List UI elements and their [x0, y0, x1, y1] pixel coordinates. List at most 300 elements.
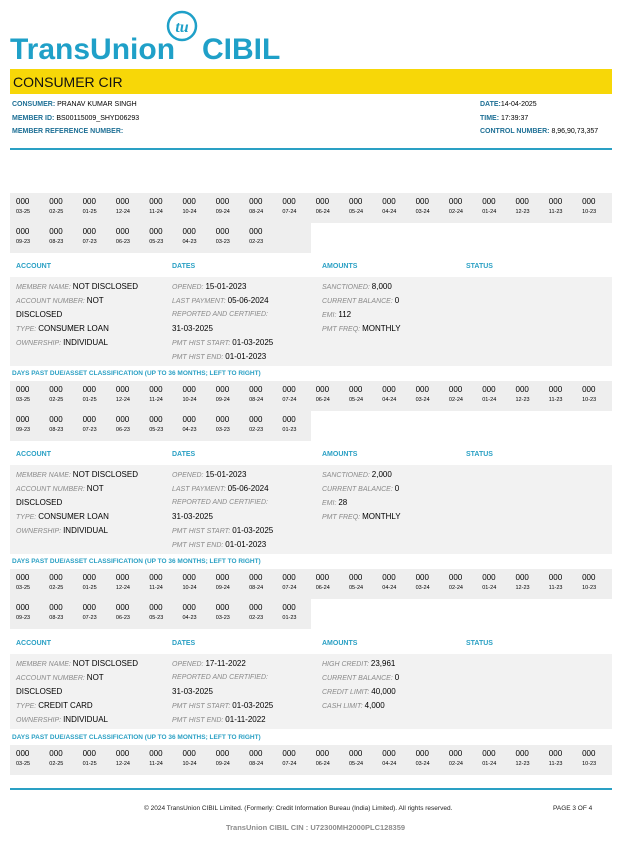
dpd-value: 000	[582, 197, 596, 206]
dpd-cell	[143, 745, 176, 775]
dpd-cell	[443, 381, 476, 411]
dpd-month: 05-24	[349, 209, 364, 215]
dpd-month: 01-24	[482, 397, 497, 403]
dpd-month: 12-24	[115, 209, 130, 215]
current-balance-field: CURRENT BALANCE: 0	[322, 484, 400, 493]
sanctioned-field: SANCTIONED: 2,000	[322, 470, 392, 479]
dates-header-label: DATES	[172, 451, 196, 458]
dpd-month: 03-24	[415, 209, 430, 215]
report-title: CONSUMER CIR	[13, 74, 123, 90]
dpd-cell	[177, 745, 210, 775]
dpd-month: 12-23	[515, 209, 530, 215]
time-value: 17:39:37	[501, 115, 529, 122]
dpd-month: 08-23	[49, 615, 64, 621]
dpd-cell	[110, 381, 143, 411]
dpd-month: 07-24	[282, 761, 297, 767]
dpd-month: 02-25	[49, 209, 64, 215]
dpd-value: 000	[149, 603, 163, 612]
dpd-month: 11-23	[548, 209, 563, 215]
dpd-value: 000	[249, 603, 263, 612]
ownership-field: OWNERSHIP: INDIVIDUAL	[16, 715, 108, 724]
dpd-month: 04-24	[382, 209, 397, 215]
account-number-cont: DISCLOSED	[16, 498, 63, 507]
dpd-value: 000	[16, 385, 30, 394]
dpd-value: 000	[115, 603, 130, 612]
dpd-cell	[77, 193, 110, 223]
dpd-value: 000	[482, 749, 496, 758]
dpd-month: 01-25	[82, 585, 97, 591]
dpd-value: 000	[382, 385, 396, 394]
dpd-month: 09-24	[215, 585, 230, 591]
dpd-value: 000	[49, 197, 63, 206]
hist-end-field: PMT HIST END: 01-01-2023	[172, 352, 267, 361]
dpd-month: 05-24	[349, 397, 364, 403]
dpd-month: 03-23	[215, 615, 230, 621]
dpd-month: 09-23	[16, 427, 31, 433]
control-number-value: 8,96,90,73,357	[551, 128, 599, 135]
account-details	[10, 277, 612, 366]
dpd-value: 000	[115, 385, 130, 394]
dpd-month: 03-24	[415, 397, 430, 403]
dpd-value: 000	[282, 749, 296, 758]
dpd-month: 04-23	[182, 427, 197, 433]
dpd-cell	[210, 569, 243, 599]
ownership-field: OWNERSHIP: INDIVIDUAL	[16, 526, 108, 535]
dpd-cell	[10, 411, 43, 441]
dpd-cell	[376, 381, 409, 411]
dpd-value: 000	[215, 227, 230, 236]
dpd-month: 02-25	[49, 585, 64, 591]
member-id-line	[12, 115, 139, 122]
dpd-cell	[243, 381, 276, 411]
account-section-header	[10, 257, 612, 277]
dpd-row	[10, 193, 612, 223]
dpd-value: 000	[482, 197, 496, 206]
dpd-value: 000	[415, 197, 429, 206]
dpd-month: 03-23	[215, 239, 230, 245]
dpd-value: 000	[16, 227, 30, 236]
dpd-value: 000	[182, 227, 196, 236]
account-section-header	[10, 445, 612, 465]
dpd-cell	[110, 599, 143, 629]
dpd-cell	[410, 381, 443, 411]
dpd-cell	[376, 569, 409, 599]
logo-product-text: CIBIL	[202, 33, 281, 62]
hist-end-field: PMT HIST END: 01-01-2023	[172, 540, 267, 549]
dpd-month: 05-24	[349, 761, 364, 767]
dpd-cell	[43, 193, 76, 223]
dates-header-label: DATES	[172, 640, 196, 647]
dpd-month: 08-24	[249, 585, 264, 591]
report-title-bar	[10, 69, 612, 94]
dpd-cell	[177, 599, 210, 629]
dpd-month: 10-23	[582, 761, 597, 767]
dpd-month: 02-24	[448, 761, 463, 767]
footer-divider	[10, 788, 612, 790]
dpd-month: 02-24	[448, 397, 463, 403]
dpd-value: 000	[115, 415, 130, 424]
dpd-month: 09-23	[16, 239, 31, 245]
time-label: TIME:	[480, 115, 500, 122]
dpd-month: 02-23	[249, 239, 264, 245]
dpd-value: 000	[482, 385, 496, 394]
reported-value: 31-03-2025	[172, 324, 213, 333]
reported-value: 31-03-2025	[172, 687, 213, 696]
dpd-row	[10, 745, 612, 775]
dpd-value: 000	[16, 573, 30, 582]
amounts-header-label: AMOUNTS	[322, 640, 358, 647]
dpd-cell	[410, 193, 443, 223]
dpd-month: 08-23	[49, 427, 64, 433]
dpd-cell	[77, 223, 110, 253]
dpd-cell	[510, 569, 543, 599]
dpd-value: 000	[149, 227, 163, 236]
hist-start-field: PMT HIST START: 01-03-2025	[172, 338, 274, 347]
dpd-month: 09-24	[215, 397, 230, 403]
dpd-cell	[177, 569, 210, 599]
account-number-field: ACCOUNT NUMBER: NOT	[16, 296, 104, 305]
dpd-cell	[110, 569, 143, 599]
dpd-cell	[43, 569, 76, 599]
dpd-cell	[276, 411, 309, 441]
last-payment-field: LAST PAYMENT: 05-06-2024	[172, 296, 269, 305]
logo-brand-text: TransUnion	[10, 33, 176, 62]
dpd-cell	[276, 745, 309, 775]
dpd-value: 000	[582, 385, 596, 394]
dpd-value: 000	[149, 749, 163, 758]
dpd-month: 10-24	[182, 585, 197, 591]
status-header-label: STATUS	[466, 263, 493, 270]
dpd-month: 03-25	[16, 585, 31, 591]
dpd-month: 05-23	[149, 427, 164, 433]
credit-limit-field: CREDIT LIMIT: 40,000	[322, 687, 396, 696]
dpd-value: 000	[282, 197, 296, 206]
dpd-cell	[243, 411, 276, 441]
dpd-cell	[476, 381, 509, 411]
dpd-cell	[110, 411, 143, 441]
dpd-month: 12-23	[515, 761, 530, 767]
dpd-cell	[476, 745, 509, 775]
dpd-month: 11-24	[149, 397, 163, 403]
dpd-month: 06-24	[315, 209, 330, 215]
dates-header-label: DATES	[172, 263, 196, 270]
dpd-month: 03-25	[16, 209, 31, 215]
dpd-month: 07-23	[82, 427, 97, 433]
dpd-cell	[310, 569, 343, 599]
dpd-value: 000	[415, 573, 429, 582]
dpd-month: 03-24	[415, 585, 430, 591]
dpd-cell	[243, 745, 276, 775]
footer-cin: TransUnion CIBIL CIN : U72300MH2000PLC128359	[225, 823, 406, 832]
dpd-cell	[43, 223, 76, 253]
dpd-month: 06-23	[115, 427, 130, 433]
member-id-label: MEMBER ID:	[12, 115, 55, 122]
dpd-month: 08-24	[249, 761, 264, 767]
ownership-field: OWNERSHIP: INDIVIDUAL	[16, 338, 108, 347]
account-header-label: ACCOUNT	[16, 640, 51, 647]
dpd-cell	[310, 745, 343, 775]
dpd-month: 04-24	[382, 761, 397, 767]
account-number-cont: DISCLOSED	[16, 687, 63, 696]
dpd-month: 07-23	[82, 615, 97, 621]
dpd-month: 10-24	[182, 761, 197, 767]
dpd-month: 01-24	[482, 761, 497, 767]
account-number-field: ACCOUNT NUMBER: NOT	[16, 484, 104, 493]
dpd-value: 000	[16, 415, 30, 424]
consumer-line	[12, 101, 137, 108]
dpd-cell	[77, 745, 110, 775]
date-label: DATE:	[480, 101, 501, 108]
dpd-cell	[143, 569, 176, 599]
dpd-cell	[110, 745, 143, 775]
dpd-month: 05-23	[149, 239, 164, 245]
control-number-label: CONTROL NUMBER:	[480, 128, 550, 135]
dpd-month: 10-23	[582, 585, 597, 591]
dpd-month: 01-24	[482, 209, 497, 215]
member-name-field: MEMBER NAME: NOT DISCLOSED	[16, 282, 138, 291]
dpd-cell	[543, 745, 576, 775]
dpd-cell	[10, 569, 43, 599]
dpd-value: 000	[49, 227, 63, 236]
dpd-cell	[276, 599, 309, 629]
dpd-value: 000	[182, 197, 196, 206]
dpd-cell	[276, 569, 309, 599]
dpd-value: 000	[349, 749, 363, 758]
dpd-row	[10, 223, 311, 253]
dpd-cell	[10, 193, 43, 223]
opened-field: OPENED: 15-01-2023	[172, 282, 247, 291]
dpd-cell	[143, 381, 176, 411]
dpd-month: 07-24	[282, 397, 297, 403]
dpd-cell	[43, 411, 76, 441]
dpd-value: 000	[16, 197, 30, 206]
last-payment-field: LAST PAYMENT: 05-06-2024	[172, 484, 269, 493]
dpd-month: 12-23	[515, 585, 530, 591]
dpd-cell	[276, 381, 309, 411]
dpd-value: 000	[448, 197, 463, 206]
dpd-month: 04-24	[382, 585, 397, 591]
dpd-month: 07-24	[282, 209, 297, 215]
dpd-value: 000	[149, 197, 163, 206]
hist-start-field: PMT HIST START: 01-03-2025	[172, 526, 274, 535]
dpd-month: 12-24	[115, 585, 130, 591]
dpd-cell	[210, 745, 243, 775]
dpd-cell	[376, 745, 409, 775]
cash-limit-field: CASH LIMIT: 4,000	[322, 701, 385, 710]
dpd-value: 000	[315, 573, 330, 582]
dpd-value: 000	[82, 415, 96, 424]
hist-start-field: PMT HIST START: 01-03-2025	[172, 701, 274, 710]
dpd-month: 03-23	[215, 427, 230, 433]
dpd-cell	[110, 223, 143, 253]
dpd-value: 000	[82, 603, 96, 612]
dpd-value: 000	[182, 603, 196, 612]
dpd-value: 000	[349, 197, 363, 206]
dpd-month: 11-23	[548, 585, 563, 591]
dpd-cell	[510, 381, 543, 411]
dpd-value: 000	[382, 197, 396, 206]
account-details	[10, 654, 612, 729]
dpd-value: 000	[582, 749, 596, 758]
dpd-value: 000	[548, 197, 563, 206]
dpd-value: 000	[582, 573, 596, 582]
dpd-month: 10-24	[182, 397, 197, 403]
consumer-value: PRANAV KUMAR SINGH	[57, 101, 137, 108]
account-details	[10, 465, 612, 554]
emi-field: EMI: 28	[322, 498, 348, 507]
dpd-cell	[43, 599, 76, 629]
dpd-cell	[210, 411, 243, 441]
high-credit-field: HIGH CREDIT: 23,961	[322, 659, 396, 668]
dpd-value: 000	[182, 573, 196, 582]
dpd-value: 000	[515, 749, 529, 758]
dpd-month: 01-24	[482, 585, 497, 591]
dpd-value: 000	[515, 573, 529, 582]
dpd-value: 000	[16, 603, 30, 612]
dpd-section-title: DAYS PAST DUE/ASSET CLASSIFICATION (UP TO 36 MONTHS; LEFT TO RIGHT)	[12, 370, 261, 377]
dpd-value: 000	[282, 385, 296, 394]
dpd-cell	[177, 381, 210, 411]
dpd-value: 000	[49, 385, 63, 394]
dpd-cell	[343, 193, 376, 223]
emi-field: EMI: 112	[322, 310, 352, 319]
pmt-freq-field: PMT FREQ: MONTHLY	[322, 512, 401, 521]
dpd-cell	[410, 569, 443, 599]
dpd-month: 07-23	[82, 239, 97, 245]
dpd-value: 000	[182, 749, 196, 758]
dpd-cell	[10, 223, 43, 253]
dpd-row	[10, 381, 612, 411]
dpd-value: 000	[82, 573, 96, 582]
account-section-header	[10, 634, 612, 654]
dpd-month: 06-23	[115, 239, 130, 245]
dpd-value: 000	[448, 749, 463, 758]
dpd-cell	[10, 599, 43, 629]
dpd-month: 04-24	[382, 397, 397, 403]
account-header-label: ACCOUNT	[16, 451, 51, 458]
date-line	[480, 101, 537, 108]
dpd-month: 11-23	[548, 397, 563, 403]
dpd-cell	[77, 411, 110, 441]
member-name-field: MEMBER NAME: NOT DISCLOSED	[16, 470, 138, 479]
dpd-value: 000	[282, 415, 296, 424]
footer-page-number: PAGE 3 OF 4	[553, 805, 593, 812]
dpd-value: 000	[149, 415, 163, 424]
dpd-cell	[576, 745, 609, 775]
dpd-cell	[510, 745, 543, 775]
member-ref-label: MEMBER REFERENCE NUMBER:	[12, 128, 124, 135]
date-value: 14-04-2025	[500, 101, 537, 108]
dpd-month: 01-23	[282, 615, 297, 621]
dpd-month: 09-24	[215, 761, 230, 767]
dpd-month: 10-23	[582, 397, 597, 403]
dpd-month: 05-24	[349, 585, 364, 591]
dpd-cell	[476, 569, 509, 599]
dpd-value: 000	[249, 385, 263, 394]
dpd-value: 000	[49, 603, 63, 612]
dpd-cell	[210, 223, 243, 253]
time-line	[480, 115, 528, 122]
type-field: TYPE: CONSUMER LOAN	[16, 324, 109, 333]
dpd-month: 12-24	[115, 397, 130, 403]
member-id-value: BS00115009_SHYD06293	[56, 115, 140, 122]
member-name-field: MEMBER NAME: NOT DISCLOSED	[16, 659, 138, 668]
sanctioned-field: SANCTIONED: 8,000	[322, 282, 392, 291]
reported-field: REPORTED AND CERTIFIED:	[172, 311, 268, 318]
dpd-value: 000	[82, 227, 96, 236]
dpd-value: 000	[49, 749, 63, 758]
dpd-cell	[243, 599, 276, 629]
dpd-cell	[343, 381, 376, 411]
dpd-month: 04-23	[182, 615, 197, 621]
dpd-value: 000	[215, 415, 230, 424]
pmt-freq-field: PMT FREQ: MONTHLY	[322, 324, 401, 333]
dpd-month: 02-25	[49, 397, 64, 403]
dpd-month: 02-23	[249, 615, 264, 621]
dpd-cell	[143, 193, 176, 223]
dpd-month: 02-23	[249, 427, 264, 433]
dpd-month: 10-24	[182, 209, 197, 215]
logo-tu-mark: tu	[175, 19, 189, 36]
dpd-value: 000	[215, 603, 230, 612]
dpd-cell	[343, 569, 376, 599]
dpd-value: 000	[115, 749, 130, 758]
dpd-value: 000	[448, 573, 463, 582]
dpd-section-title: DAYS PAST DUE/ASSET CLASSIFICATION (UP TO 36 MONTHS; LEFT TO RIGHT)	[12, 558, 261, 565]
type-field: TYPE: CREDIT CARD	[16, 701, 93, 710]
dpd-value: 000	[249, 197, 263, 206]
dpd-value: 000	[482, 573, 496, 582]
dpd-month: 04-23	[182, 239, 197, 245]
dpd-month: 03-25	[16, 397, 31, 403]
dpd-cell	[77, 569, 110, 599]
dpd-cell	[310, 193, 343, 223]
dpd-cell	[243, 223, 276, 253]
dpd-month: 03-25	[16, 761, 31, 767]
dpd-month: 08-24	[249, 397, 264, 403]
status-header-label: STATUS	[466, 640, 493, 647]
hist-end-field: PMT HIST END: 01-11-2022	[172, 715, 266, 724]
dpd-cell	[77, 381, 110, 411]
footer-copyright: © 2024 TransUnion CIBIL Limited. (Formerly: Credit Information Bureau (India) Limited). All rights reserved.	[144, 805, 453, 812]
dpd-cell	[476, 193, 509, 223]
dpd-month: 06-23	[115, 615, 130, 621]
dpd-value: 000	[149, 573, 163, 582]
dpd-month: 02-24	[448, 585, 463, 591]
transunion-cibil-logo	[10, 10, 285, 62]
dpd-cell	[210, 193, 243, 223]
dpd-value: 000	[315, 385, 330, 394]
dpd-cell	[110, 193, 143, 223]
status-header-label: STATUS	[466, 451, 493, 458]
dpd-value: 000	[548, 385, 563, 394]
dpd-value: 000	[382, 749, 396, 758]
dpd-cell	[143, 223, 176, 253]
dpd-cell	[543, 193, 576, 223]
dpd-value: 000	[249, 573, 263, 582]
dpd-month: 01-23	[282, 427, 297, 433]
dpd-value: 000	[215, 749, 230, 758]
dpd-cell	[210, 381, 243, 411]
dpd-cell	[576, 569, 609, 599]
control-number-line	[480, 128, 598, 135]
dpd-month: 03-24	[415, 761, 430, 767]
dpd-month: 11-24	[149, 761, 163, 767]
dpd-value: 000	[548, 573, 563, 582]
dpd-value: 000	[215, 573, 230, 582]
dpd-month: 09-23	[16, 615, 31, 621]
dpd-month: 12-23	[515, 397, 530, 403]
